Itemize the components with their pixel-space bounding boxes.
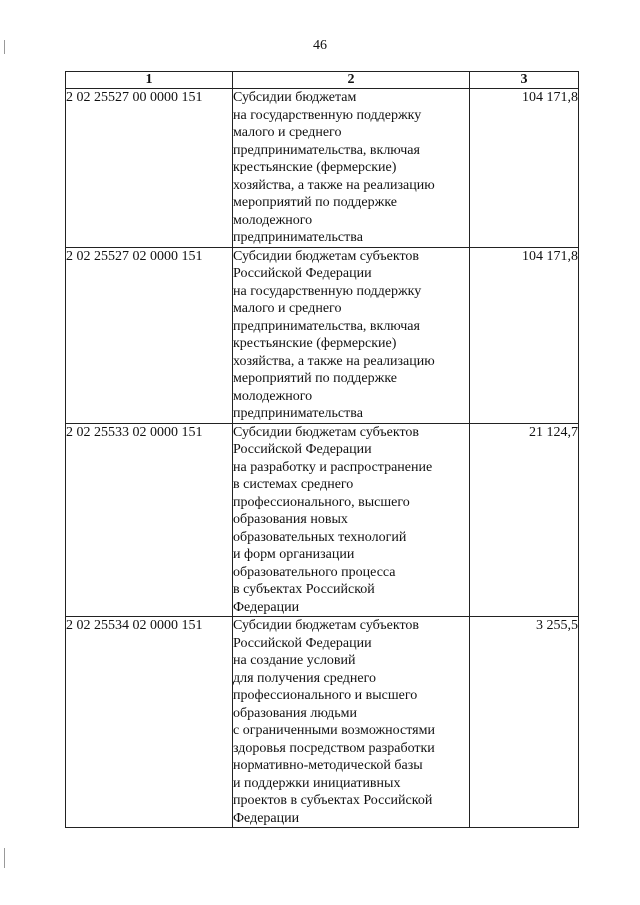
header-col-3: 3 bbox=[470, 72, 579, 89]
description-line: Субсидии бюджетам bbox=[233, 90, 357, 105]
header-col-2: 2 bbox=[233, 72, 470, 89]
description-line: на создание условий bbox=[233, 653, 356, 668]
description-line: на разработку и распространение bbox=[233, 459, 433, 475]
description-line: предпринимательства bbox=[233, 406, 363, 421]
budget-code: 2 02 25534 02 0000 151 bbox=[66, 617, 233, 828]
description-line: предпринимательства, включая bbox=[233, 142, 420, 158]
description-line: в системах среднего bbox=[233, 477, 354, 492]
budget-code: 2 02 25527 00 0000 151 bbox=[66, 89, 233, 248]
table-row bbox=[66, 423, 579, 617]
description-line: малого и среднего bbox=[233, 125, 342, 140]
budget-amount: 21 124,7 bbox=[470, 423, 579, 617]
scan-margin-mark-bottom bbox=[4, 848, 5, 868]
header-row bbox=[66, 72, 579, 89]
table-body bbox=[66, 89, 579, 828]
table-row bbox=[66, 89, 579, 248]
description-line: мероприятий по поддержке bbox=[233, 195, 397, 210]
description-line: молодежного bbox=[233, 212, 313, 228]
description-line: на государственную поддержку bbox=[233, 283, 422, 299]
budget-description bbox=[233, 617, 470, 828]
description-line: Российской Федерации bbox=[233, 266, 372, 281]
description-line: малого и среднего bbox=[233, 301, 342, 316]
table-header bbox=[66, 72, 579, 89]
description-line: Субсидии бюджетам субъектов bbox=[233, 248, 420, 264]
description-line: крестьянские (фермерские) bbox=[233, 336, 397, 351]
description-line: Федерации bbox=[233, 599, 300, 615]
page-number: 46 bbox=[313, 38, 327, 53]
description-line: здоровья посредством разработки bbox=[233, 740, 435, 756]
description-line: мероприятий по поддержке bbox=[233, 371, 397, 386]
budget-amount: 104 171,8 bbox=[470, 89, 579, 248]
budget-code: 2 02 25527 02 0000 151 bbox=[66, 247, 233, 423]
description-line: в субъектах Российской bbox=[233, 582, 375, 597]
description-line: образования людьми bbox=[233, 705, 357, 721]
description-line: Федерации bbox=[233, 810, 300, 826]
description-line: на государственную поддержку bbox=[233, 107, 422, 123]
description-line: Российской Федерации bbox=[233, 442, 372, 457]
budget-table bbox=[65, 71, 579, 828]
description-line: Субсидии бюджетам субъектов bbox=[233, 424, 420, 440]
description-line: образовательных технологий bbox=[233, 529, 407, 545]
description-line: предпринимательства, включая bbox=[233, 318, 420, 334]
description-line: хозяйства, а также на реализацию bbox=[233, 353, 435, 369]
header-col-1: 1 bbox=[66, 72, 233, 89]
description-line: профессионального и высшего bbox=[233, 688, 418, 703]
description-line: профессионального, высшего bbox=[233, 494, 410, 510]
description-line: предпринимательства bbox=[233, 230, 363, 245]
budget-code: 2 02 25533 02 0000 151 bbox=[66, 423, 233, 617]
description-line: Субсидии бюджетам субъектов bbox=[233, 618, 420, 633]
budget-amount: 3 255,5 bbox=[470, 617, 579, 828]
budget-description bbox=[233, 89, 470, 248]
description-line: проектов в субъектах Российской bbox=[233, 793, 433, 808]
description-line: молодежного bbox=[233, 388, 313, 404]
description-line: с ограниченными возможностями bbox=[233, 723, 435, 738]
description-line: и поддержки инициативных bbox=[233, 775, 401, 791]
description-line: и форм организации bbox=[233, 547, 355, 562]
description-line: крестьянские (фермерские) bbox=[233, 160, 397, 175]
description-line: Российской Федерации bbox=[233, 635, 372, 651]
description-line: образовательного процесса bbox=[233, 564, 396, 580]
description-line: хозяйства, а также на реализацию bbox=[233, 177, 435, 193]
description-line: нормативно-методической базы bbox=[233, 758, 423, 773]
budget-description bbox=[233, 423, 470, 617]
budget-amount: 104 171,8 bbox=[470, 247, 579, 423]
table-row bbox=[66, 247, 579, 423]
description-line: для получения среднего bbox=[233, 670, 376, 686]
description-line: образования новых bbox=[233, 512, 348, 527]
budget-description bbox=[233, 247, 470, 423]
table-row bbox=[66, 617, 579, 828]
